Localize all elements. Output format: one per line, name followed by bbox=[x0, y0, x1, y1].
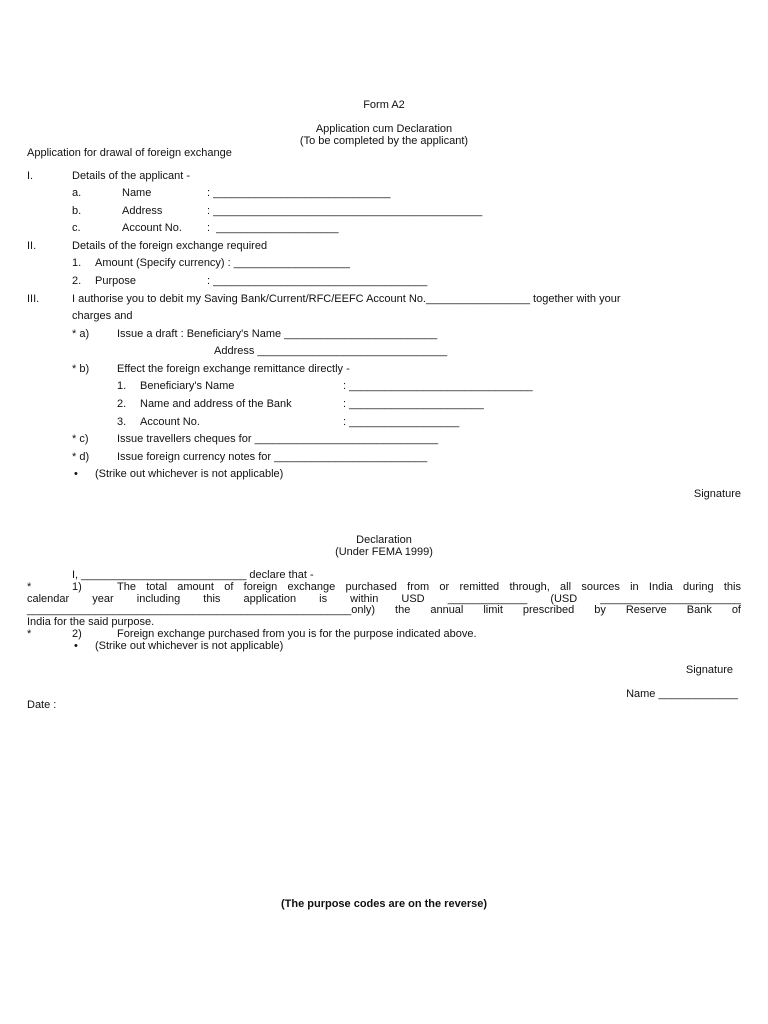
bank-name-field[interactable]: : ______________________ bbox=[343, 398, 484, 410]
travellers-cheques-field[interactable]: Issue travellers cheques for ______________________________ bbox=[117, 433, 439, 445]
amount-field[interactable]: Amount (Specify currency) : ___________________ bbox=[95, 257, 351, 269]
declaration-1-line2: calendar year including this application is within USD _____________ (USD _______________________ bbox=[27, 593, 741, 605]
applicant-name-letter: a. bbox=[72, 187, 82, 199]
remittance-heading: Effect the foreign exchange remittance directly - bbox=[117, 363, 350, 375]
declaration-signature-label: Signature bbox=[685, 664, 733, 676]
draft-beneficiary-field[interactable]: Issue a draft : Beneficiary's Name _________________________ bbox=[117, 328, 438, 340]
beneficiary-account-number: 3. bbox=[117, 416, 127, 428]
beneficiary-account-label: Account No. bbox=[140, 416, 200, 428]
beneficiary-name-field[interactable]: : ______________________________ bbox=[343, 380, 533, 392]
section-1-number: I. bbox=[27, 170, 34, 182]
declaration-2-star: * bbox=[27, 628, 32, 640]
section-3-number: III. bbox=[27, 293, 40, 305]
date-label: Date : bbox=[27, 699, 57, 711]
declaration-1-star: * bbox=[27, 581, 32, 593]
option-b-mark: * b) bbox=[72, 363, 90, 375]
applicant-account-label: Account No. bbox=[122, 222, 182, 234]
option-d-mark: * d) bbox=[72, 451, 90, 463]
section-1-heading: Details of the applicant - bbox=[72, 170, 191, 182]
declarant-name-line[interactable]: Name _____________ bbox=[626, 688, 738, 700]
form-subtitle: (To be completed by the applicant) bbox=[299, 135, 469, 147]
declaration-title: Declaration bbox=[356, 534, 412, 546]
declaration-1-line1: The total amount of foreign exchange purchased from or remitted through, all sources in India during this bbox=[117, 581, 741, 593]
applicant-address-field[interactable]: : ____________________________________________ bbox=[207, 205, 483, 217]
declaration-subtitle: (Under FEMA 1999) bbox=[335, 546, 433, 558]
draft-address-field[interactable]: Address _______________________________ bbox=[214, 345, 448, 357]
signature-label: Signature bbox=[693, 488, 741, 500]
beneficiary-name-label: Beneficiary's Name bbox=[140, 380, 235, 392]
amount-number: 1. bbox=[72, 257, 82, 269]
purpose-number: 2. bbox=[72, 275, 82, 287]
section-2-heading: Details of the foreign exchange required bbox=[72, 240, 268, 252]
declarant-name-field[interactable]: I, ___________________________ declare that - bbox=[72, 569, 314, 581]
bank-name-number: 2. bbox=[117, 398, 127, 410]
declaration-1-number: 1) bbox=[72, 581, 82, 593]
applicant-address-letter: b. bbox=[72, 205, 82, 217]
applicant-name-field[interactable]: : _____________________________ bbox=[207, 187, 391, 199]
bullet-icon: • bbox=[74, 640, 78, 652]
purpose-label: Purpose bbox=[95, 275, 136, 287]
declaration-strike-note: (Strike out whichever is not applicable) bbox=[95, 640, 284, 652]
purpose-field[interactable]: : ___________________________________ bbox=[207, 275, 428, 287]
option-c-mark: * c) bbox=[72, 433, 89, 445]
bank-name-label: Name and address of the Bank bbox=[140, 398, 292, 410]
beneficiary-name-number: 1. bbox=[117, 380, 127, 392]
form-number: Form A2 bbox=[363, 99, 405, 111]
beneficiary-account-field[interactable]: : __________________ bbox=[343, 416, 460, 428]
applicant-account-letter: c. bbox=[72, 222, 81, 234]
declaration-2-number: 2) bbox=[72, 628, 82, 640]
applicant-account-field[interactable]: : ____________________ bbox=[207, 222, 339, 234]
intro-text: Application for drawal of foreign exchange bbox=[27, 147, 232, 159]
declaration-1-line3: _____________________________________________________only) the annual limit prescribed by Reserve Bank of bbox=[27, 604, 741, 616]
bullet-icon: • bbox=[74, 468, 78, 480]
purpose-codes-note: (The purpose codes are on the reverse) bbox=[280, 898, 487, 910]
section-2-number: II. bbox=[27, 240, 37, 252]
applicant-name-label: Name bbox=[122, 187, 152, 199]
applicant-address-label: Address bbox=[122, 205, 163, 217]
currency-notes-field[interactable]: Issue foreign currency notes for _________________________ bbox=[117, 451, 428, 463]
form-title: Application cum Declaration bbox=[315, 123, 453, 135]
strike-note: (Strike out whichever is not applicable) bbox=[95, 468, 284, 480]
option-a-mark: * a) bbox=[72, 328, 90, 340]
authorisation-text-cont: charges and bbox=[72, 310, 133, 322]
authorisation-text: I authorise you to debit my Saving Bank/Current/RFC/EEFC Account No._________________ together with your bbox=[72, 293, 621, 305]
declaration-1-line4: India for the said purpose. bbox=[27, 616, 155, 628]
declaration-2-text: Foreign exchange purchased from you is for the purpose indicated above. bbox=[117, 628, 477, 640]
